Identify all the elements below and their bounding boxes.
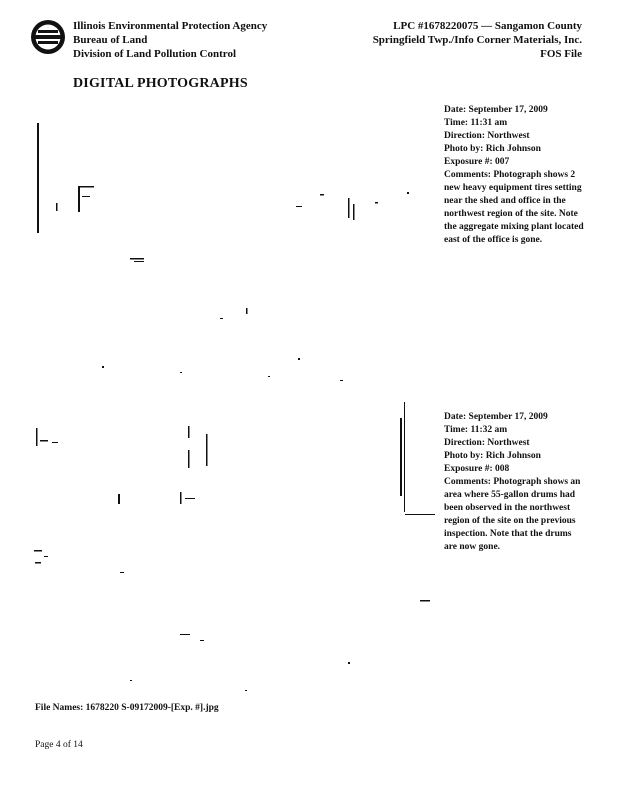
agency-name: Illinois Environmental Protection Agency xyxy=(73,20,268,32)
lpc-number: LPC #1678220075 — Sangamon County xyxy=(393,20,582,32)
photo-1-exposure: Exposure #: 007 xyxy=(444,157,510,167)
division-name: Division of Land Pollution Control xyxy=(73,48,236,60)
photo-1-info xyxy=(444,104,584,247)
photo-2-direction: Direction: Northwest xyxy=(444,438,530,448)
site-name: Springfield Twp./Info Corner Materials, Inc. xyxy=(372,34,582,46)
photo-2-exposure: Exposure #: 008 xyxy=(444,464,510,474)
photo-2-comments: Comments: Photograph shows an area where 55-gallon drums had been observed in the northwest region of the site on the previous inspection. Note that the drums are now gone. xyxy=(444,477,581,552)
file-names: File Names: 1678220 S-09172009-[Exp. #].jpg xyxy=(35,703,219,713)
photo-2-date: Date: September 17, 2009 xyxy=(444,412,548,422)
lpc-header xyxy=(373,19,582,61)
photo-1-date: Date: September 17, 2009 xyxy=(444,105,548,115)
page-title: DIGITAL PHOTOGRAPHS xyxy=(73,76,248,91)
photo-1-time: Time: 11:31 am xyxy=(444,118,508,128)
file-type: FOS File xyxy=(540,48,582,60)
bureau-name: Bureau of Land xyxy=(73,34,148,46)
photo-2-info xyxy=(444,411,584,554)
iepa-logo xyxy=(30,19,66,55)
agency-header xyxy=(73,19,267,61)
photo-2-time: Time: 11:32 am xyxy=(444,425,508,435)
photo-1-direction: Direction: Northwest xyxy=(444,131,530,141)
photo-1 xyxy=(30,118,435,398)
photo-1-photographer: Photo by: Rich Johnson xyxy=(444,144,541,154)
photo-1-comments: Comments: Photograph shows 2 new heavy equipment tires setting near the shed and office in the northwest region of the site. Note the aggregate mixing plant located east of the office is gone. xyxy=(444,170,584,245)
photo-2-photographer: Photo by: Rich Johnson xyxy=(444,451,541,461)
page-number: Page 4 of 14 xyxy=(35,740,83,750)
photo-2 xyxy=(30,400,435,700)
